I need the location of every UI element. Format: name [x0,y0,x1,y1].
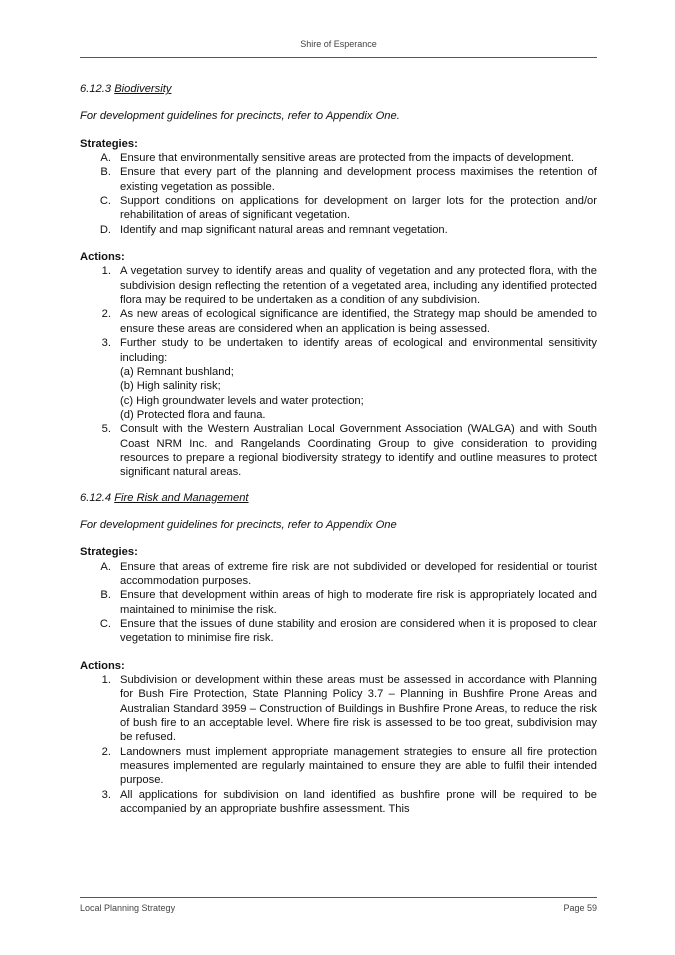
list-text: Ensure that areas of extreme fire risk are not subdivided or developed for residential or tourist accommodation purposes. [120,560,597,587]
list-text: Ensure that development within areas of high to moderate fire risk is appropriately located and maintained to minimise the risk. [120,589,597,616]
list-marker: B. [100,589,111,602]
list-marker: 2. [101,308,111,321]
list-marker: 3. [101,337,111,350]
guideline-text: For development guidelines for precincts, refer to Appendix One. [80,110,400,123]
footer-divider [80,897,597,898]
section-title-biodiversity [80,82,597,96]
list-text: Consult with the Western Australian Local Government Association (WALGA) and with South Coast NRM Inc. and Rangelands Coordinating Group to give consideration to providing resources to prepare a regional biodiversity strategy to identify and outline measures to protect significant natural areas. [120,423,597,479]
list-marker: 1. [101,674,111,687]
list-text-group [120,336,597,422]
list-text: Ensure that the issues of dune stability and erosion are considered when it is proposed to clear vegetation to minimise fire risk. [120,618,597,645]
list-item [80,560,597,589]
header-divider [80,57,597,58]
list-text: Further study to be undertaken to identify areas of ecological and environmental sensitivity including: [120,337,597,364]
list-marker: 1. [101,265,111,278]
list-item [80,745,597,788]
list-item [80,194,597,223]
strategies-heading: Strategies: [80,137,138,150]
list-text: Landowners must implement appropriate management strategies to ensure all fire protection measures implemented are regularly maintained to ensure they are able to fulfil their intended purpose. [120,745,597,787]
section-title-fire-risk [80,491,597,505]
sub-item: (d) Protected flora and fauna. [120,408,266,421]
sub-item: (c) High groundwater levels and water protection; [120,394,364,407]
list-text: A vegetation survey to identify areas and quality of vegetation and any protected flora, with the subdivision design reflecting the retention of a vegetated area, including any identified protected flora may be required to be undertaken as a condition of any subdivision. [120,265,597,307]
list-item [80,788,597,817]
list-marker: 2. [101,745,111,758]
list-marker: D. [99,223,111,236]
actions-heading: Actions: [80,251,125,264]
page-header: Shire of Esperance [300,39,377,49]
actions-list [80,673,597,816]
section-name: Fire Risk and Management [114,491,249,504]
list-item [80,673,597,745]
list-item [80,336,597,422]
section-number: 6.12.4 [80,491,112,504]
list-marker: 3. [101,788,111,801]
section-name: Biodiversity [114,83,172,95]
list-text: Ensure that environmentally sensitive areas are protected from the impacts of development. [120,152,574,165]
actions-heading: Actions: [80,659,125,672]
list-text: All applications for subdivision on land identified as bushfire prone will be required to be accompanied by an appropriate bushfire assessment. This [120,788,597,816]
list-marker: 5. [101,423,111,436]
list-marker: A. [100,152,111,165]
list-text: Identify and map significant natural areas and remnant vegetation. [120,223,448,236]
guideline-text: For development guidelines for precincts, refer to Appendix One [80,518,397,531]
list-item [80,223,597,237]
list-text: Support conditions on applications for development on larger lots for the protection and/or rehabilitation of areas of significant vegetation. [120,195,597,222]
strategies-list [80,560,597,646]
list-item [80,307,597,336]
list-marker: C. [99,618,111,630]
list-marker: B. [100,166,111,179]
list-text: As new areas of ecological significance are identified, the Strategy map should be amended to ensure these areas are considered when an application is being assessed. [120,308,597,335]
list-text: Ensure that every part of the planning and development process maximises the retention of existing vegetation as possible. [120,166,597,193]
list-item [80,264,597,307]
list-item [80,588,597,617]
footer-document-title: Local Planning Strategy [80,903,176,913]
list-marker: A. [100,560,111,573]
actions-list [80,264,597,479]
list-item [80,617,597,646]
list-marker: C. [99,195,111,208]
list-text: Subdivision or development within these areas must be assessed in accordance with Planning for Bush Fire Protection, State Planning Policy 3.7 – Planning in Bushfire Prone Areas and Australian Standard 3959 – Construction of Buildings in Bushfire Prone Areas, to reduce the risk of bush fire to an acceptable level. Where fire risk is assessed to be too great, subdivision may be refused. [120,674,597,744]
page-number: Page 59 [563,903,597,913]
strategies-list [80,151,597,237]
list-item [80,151,597,165]
list-item [80,165,597,194]
strategies-heading: Strategies: [80,546,138,559]
list-item [80,422,597,479]
document-body [80,82,597,829]
sub-item: (a) Remnant bushland; [120,365,234,378]
sub-item: (b) High salinity risk; [120,380,221,393]
section-number: 6.12.3 [80,83,112,95]
